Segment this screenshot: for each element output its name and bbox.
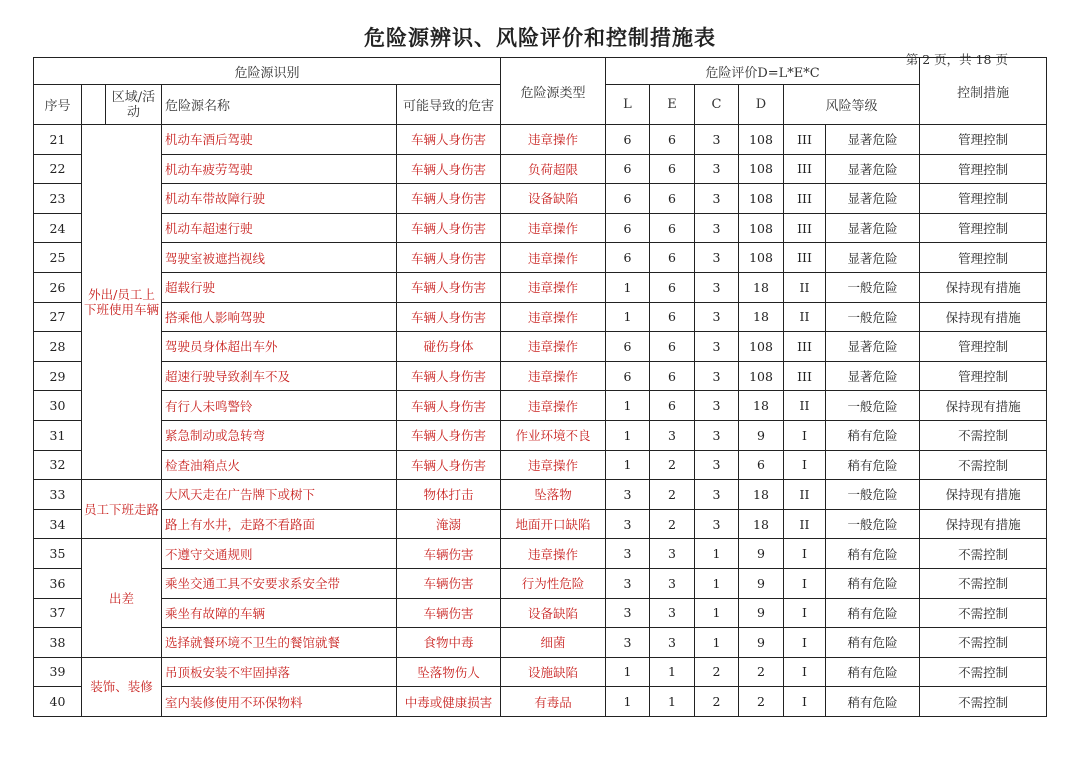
value-D: 108: [739, 213, 784, 243]
row-number: 37: [34, 598, 82, 628]
risk-grade: I: [784, 598, 826, 628]
control-measure: 不需控制: [920, 450, 1047, 480]
control-measure: 不需控制: [920, 539, 1047, 569]
value-E: 6: [650, 213, 695, 243]
hazard-type: 违章操作: [501, 361, 606, 391]
hazard-type: 违章操作: [501, 539, 606, 569]
risk-level: 稍有危险: [826, 598, 920, 628]
value-L: 6: [606, 243, 650, 273]
hazard-name: 检查油箱点火: [162, 450, 397, 480]
header-E: E: [650, 85, 695, 125]
risk-grade: I: [784, 687, 826, 717]
possible-harm: 碰伤身体: [397, 332, 501, 362]
value-L: 6: [606, 213, 650, 243]
risk-level: 稍有危险: [826, 657, 920, 687]
hazard-type: 有毒品: [501, 687, 606, 717]
value-C: 2: [695, 687, 739, 717]
value-C: 1: [695, 598, 739, 628]
risk-grade: I: [784, 420, 826, 450]
value-C: 3: [695, 391, 739, 421]
hazard-name: 搭乘他人影响驾驶: [162, 302, 397, 332]
value-E: 3: [650, 539, 695, 569]
row-number: 39: [34, 657, 82, 687]
value-E: 6: [650, 243, 695, 273]
value-C: 1: [695, 628, 739, 658]
risk-level: 稍有危险: [826, 539, 920, 569]
risk-level: 稍有危险: [826, 568, 920, 598]
value-L: 1: [606, 272, 650, 302]
area-label: 外出/员工上下班使用车辆: [82, 125, 162, 480]
value-L: 6: [606, 125, 650, 155]
row-number: 22: [34, 154, 82, 184]
header-blank: [82, 85, 106, 125]
value-L: 3: [606, 568, 650, 598]
risk-grade: III: [784, 154, 826, 184]
control-measure: 保持现有措施: [920, 391, 1047, 421]
table-row: [34, 243, 1047, 273]
possible-harm: 淹溺: [397, 509, 501, 539]
possible-harm: 食物中毒: [397, 628, 501, 658]
value-C: 1: [695, 539, 739, 569]
table-row: [34, 568, 1047, 598]
risk-grade: III: [784, 184, 826, 214]
hazard-name: 大风天走在广告牌下或树下: [162, 480, 397, 510]
row-number: 36: [34, 568, 82, 598]
control-measure: 不需控制: [920, 687, 1047, 717]
risk-grade: III: [784, 332, 826, 362]
table-row: [34, 657, 1047, 687]
risk-grade: III: [784, 243, 826, 273]
table-row: [34, 332, 1047, 362]
risk-level: 稍有危险: [826, 687, 920, 717]
row-number: 33: [34, 480, 82, 510]
value-D: 6: [739, 450, 784, 480]
control-measure: 不需控制: [920, 657, 1047, 687]
value-C: 1: [695, 568, 739, 598]
hazard-type: 作业环境不良: [501, 420, 606, 450]
value-L: 1: [606, 420, 650, 450]
possible-harm: 车辆人身伤害: [397, 125, 501, 155]
hazard-name: 选择就餐环境不卫生的餐馆就餐: [162, 628, 397, 658]
possible-harm: 车辆人身伤害: [397, 391, 501, 421]
row-number: 23: [34, 184, 82, 214]
value-D: 108: [739, 361, 784, 391]
risk-level: 一般危险: [826, 272, 920, 302]
value-L: 1: [606, 450, 650, 480]
row-number: 25: [34, 243, 82, 273]
control-measure: 保持现有措施: [920, 509, 1047, 539]
row-number: 32: [34, 450, 82, 480]
hazard-type: 行为性危险: [501, 568, 606, 598]
control-measure: 管理控制: [920, 361, 1047, 391]
value-D: 108: [739, 184, 784, 214]
hazard-type: 违章操作: [501, 391, 606, 421]
value-D: 9: [739, 598, 784, 628]
value-L: 6: [606, 154, 650, 184]
possible-harm: 车辆人身伤害: [397, 272, 501, 302]
value-C: 3: [695, 272, 739, 302]
hazard-type: 违章操作: [501, 450, 606, 480]
value-E: 2: [650, 509, 695, 539]
table-row: [34, 361, 1047, 391]
table-row: [34, 154, 1047, 184]
risk-grade: II: [784, 480, 826, 510]
value-E: 2: [650, 450, 695, 480]
value-D: 9: [739, 420, 784, 450]
value-E: 6: [650, 272, 695, 302]
page-title: 危险源辨识、风险评价和控制措施表: [364, 25, 716, 50]
hazard-name: 超载行驶: [162, 272, 397, 302]
possible-harm: 车辆伤害: [397, 598, 501, 628]
control-measure: 管理控制: [920, 184, 1047, 214]
row-number: 24: [34, 213, 82, 243]
value-E: 3: [650, 420, 695, 450]
table-row: [34, 450, 1047, 480]
hazard-type: 违章操作: [501, 332, 606, 362]
hazard-name: 乘坐交通工具不安要求系安全带: [162, 568, 397, 598]
hazard-name: 室内装修使用不环保物料: [162, 687, 397, 717]
control-measure: 不需控制: [920, 628, 1047, 658]
value-C: 3: [695, 450, 739, 480]
possible-harm: 车辆人身伤害: [397, 213, 501, 243]
value-D: 18: [739, 480, 784, 510]
hazard-name: 紧急制动或急转弯: [162, 420, 397, 450]
table-row: [34, 272, 1047, 302]
risk-level: 显著危险: [826, 125, 920, 155]
hazard-name: 吊顶板安装不牢固掉落: [162, 657, 397, 687]
risk-level: 显著危险: [826, 154, 920, 184]
row-number: 40: [34, 687, 82, 717]
control-measure: 不需控制: [920, 568, 1047, 598]
value-D: 108: [739, 243, 784, 273]
risk-grade: II: [784, 302, 826, 332]
value-D: 18: [739, 391, 784, 421]
value-E: 6: [650, 332, 695, 362]
control-measure: 保持现有措施: [920, 272, 1047, 302]
value-E: 6: [650, 184, 695, 214]
value-L: 6: [606, 332, 650, 362]
risk-level: 显著危险: [826, 361, 920, 391]
hazard-type: 设备缺陷: [501, 598, 606, 628]
control-measure: 管理控制: [920, 125, 1047, 155]
value-C: 3: [695, 154, 739, 184]
header-risk-level: 风险等级: [784, 85, 920, 125]
hazard-name: 路上有水井，走路不看路面: [162, 509, 397, 539]
control-measure: 管理控制: [920, 213, 1047, 243]
risk-grade: I: [784, 539, 826, 569]
control-measure: 管理控制: [920, 243, 1047, 273]
value-C: 3: [695, 332, 739, 362]
row-number: 35: [34, 539, 82, 569]
value-E: 6: [650, 302, 695, 332]
value-C: 3: [695, 125, 739, 155]
risk-level: 显著危险: [826, 184, 920, 214]
area-label: 员工下班走路: [82, 480, 162, 539]
table-row: [34, 539, 1047, 569]
table-row: [34, 598, 1047, 628]
risk-level: 一般危险: [826, 509, 920, 539]
header-name: 危险源名称: [162, 85, 397, 125]
value-D: 108: [739, 125, 784, 155]
value-C: 3: [695, 480, 739, 510]
value-L: 3: [606, 628, 650, 658]
row-number: 26: [34, 272, 82, 302]
control-measure: 不需控制: [920, 420, 1047, 450]
value-D: 18: [739, 509, 784, 539]
value-C: 3: [695, 243, 739, 273]
risk-level: 稍有危险: [826, 450, 920, 480]
table-row: [34, 213, 1047, 243]
value-D: 9: [739, 539, 784, 569]
hazard-name: 机动车疲劳驾驶: [162, 154, 397, 184]
risk-level: 一般危险: [826, 302, 920, 332]
possible-harm: 中毒或健康损害: [397, 687, 501, 717]
possible-harm: 车辆伤害: [397, 539, 501, 569]
value-E: 1: [650, 657, 695, 687]
possible-harm: 车辆人身伤害: [397, 243, 501, 273]
row-number: 29: [34, 361, 82, 391]
area-label: 装饰、装修: [82, 657, 162, 716]
value-C: 3: [695, 184, 739, 214]
value-L: 1: [606, 657, 650, 687]
header-control: 控制措施: [920, 58, 1047, 125]
value-D: 108: [739, 154, 784, 184]
value-D: 18: [739, 302, 784, 332]
possible-harm: 车辆人身伤害: [397, 302, 501, 332]
table-row: [34, 480, 1047, 510]
value-D: 2: [739, 657, 784, 687]
risk-grade: II: [784, 391, 826, 421]
hazard-type: 违章操作: [501, 125, 606, 155]
risk-grade: I: [784, 568, 826, 598]
value-D: 18: [739, 272, 784, 302]
value-E: 6: [650, 125, 695, 155]
risk-level: 显著危险: [826, 243, 920, 273]
value-L: 6: [606, 184, 650, 214]
header-area: 区域/活动: [106, 85, 162, 125]
risk-grade: I: [784, 450, 826, 480]
risk-level: 显著危险: [826, 332, 920, 362]
possible-harm: 车辆人身伤害: [397, 420, 501, 450]
hazard-name: 有行人未鸣警铃: [162, 391, 397, 421]
hazard-name: 驾驶室被遮挡视线: [162, 243, 397, 273]
hazard-type: 违章操作: [501, 302, 606, 332]
risk-level: 稍有危险: [826, 420, 920, 450]
value-E: 3: [650, 598, 695, 628]
header-harm: 可能导致的危害: [397, 85, 501, 125]
control-measure: 保持现有措施: [920, 302, 1047, 332]
value-L: 1: [606, 391, 650, 421]
hazard-name: 机动车酒后驾驶: [162, 125, 397, 155]
risk-level: 一般危险: [826, 391, 920, 421]
header-L: L: [606, 85, 650, 125]
row-number: 21: [34, 125, 82, 155]
table-row: [34, 184, 1047, 214]
control-measure: 管理控制: [920, 332, 1047, 362]
hazard-type: 细菌: [501, 628, 606, 658]
control-measure: 不需控制: [920, 598, 1047, 628]
table-row: [34, 628, 1047, 658]
value-E: 3: [650, 628, 695, 658]
table-row: [34, 391, 1047, 421]
value-D: 9: [739, 628, 784, 658]
table-row: [34, 687, 1047, 717]
table-row: [34, 125, 1047, 155]
value-E: 6: [650, 154, 695, 184]
risk-level: 稍有危险: [826, 628, 920, 658]
value-D: 9: [739, 568, 784, 598]
hazard-type: 设施缺陷: [501, 657, 606, 687]
value-L: 3: [606, 598, 650, 628]
value-C: 3: [695, 213, 739, 243]
possible-harm: 车辆人身伤害: [397, 450, 501, 480]
value-L: 3: [606, 480, 650, 510]
header-C: C: [695, 85, 739, 125]
table-row: [34, 509, 1047, 539]
hazard-name: 乘坐有故障的车辆: [162, 598, 397, 628]
hazard-type: 坠落物: [501, 480, 606, 510]
value-L: 6: [606, 361, 650, 391]
value-E: 3: [650, 568, 695, 598]
risk-grade: III: [784, 213, 826, 243]
risk-grade: III: [784, 361, 826, 391]
page-info: 第 2 页，共 18 页: [905, 52, 1008, 67]
value-L: 1: [606, 302, 650, 332]
hazard-name: 机动车带故障行驶: [162, 184, 397, 214]
hazard-type: 设备缺陷: [501, 184, 606, 214]
value-L: 3: [606, 509, 650, 539]
row-number: 34: [34, 509, 82, 539]
hazard-type: 违章操作: [501, 213, 606, 243]
possible-harm: 坠落物伤人: [397, 657, 501, 687]
risk-level: 显著危险: [826, 213, 920, 243]
hazard-name: 不遵守交通规则: [162, 539, 397, 569]
control-measure: 保持现有措施: [920, 480, 1047, 510]
risk-grade: II: [784, 272, 826, 302]
row-number: 38: [34, 628, 82, 658]
header-evaluation: 危险评价D=L*E*C: [606, 58, 920, 85]
hazard-name: 超速行驶导致刹车不及: [162, 361, 397, 391]
value-D: 108: [739, 332, 784, 362]
possible-harm: 物体打击: [397, 480, 501, 510]
area-label: 出差: [82, 539, 162, 657]
value-E: 1: [650, 687, 695, 717]
possible-harm: 车辆人身伤害: [397, 361, 501, 391]
value-C: 2: [695, 657, 739, 687]
table-row: [34, 302, 1047, 332]
risk-grade: I: [784, 628, 826, 658]
hazard-type: 负荷超限: [501, 154, 606, 184]
value-C: 3: [695, 420, 739, 450]
possible-harm: 车辆人身伤害: [397, 184, 501, 214]
risk-grade: I: [784, 657, 826, 687]
value-L: 1: [606, 687, 650, 717]
risk-level: 一般危险: [826, 480, 920, 510]
row-number: 30: [34, 391, 82, 421]
value-E: 6: [650, 361, 695, 391]
header-source-type: 危险源类型: [501, 58, 606, 125]
value-L: 3: [606, 539, 650, 569]
row-number: 27: [34, 302, 82, 332]
value-E: 6: [650, 391, 695, 421]
hazard-type: 地面开口缺陷: [501, 509, 606, 539]
value-C: 3: [695, 302, 739, 332]
header-seq: 序号: [34, 85, 82, 125]
risk-grade: III: [784, 125, 826, 155]
row-number: 28: [34, 332, 82, 362]
possible-harm: 车辆人身伤害: [397, 154, 501, 184]
value-C: 3: [695, 509, 739, 539]
hazard-type: 违章操作: [501, 243, 606, 273]
row-number: 31: [34, 420, 82, 450]
control-measure: 管理控制: [920, 154, 1047, 184]
hazard-name: 驾驶员身体超出车外: [162, 332, 397, 362]
hazard-name: 机动车超速行驶: [162, 213, 397, 243]
risk-table: [33, 57, 1047, 717]
hazard-type: 违章操作: [501, 272, 606, 302]
table-row: [34, 420, 1047, 450]
risk-grade: II: [784, 509, 826, 539]
header-identification: 危险源识别: [34, 58, 501, 85]
value-D: 2: [739, 687, 784, 717]
possible-harm: 车辆伤害: [397, 568, 501, 598]
value-E: 2: [650, 480, 695, 510]
header-D: D: [739, 85, 784, 125]
value-C: 3: [695, 361, 739, 391]
